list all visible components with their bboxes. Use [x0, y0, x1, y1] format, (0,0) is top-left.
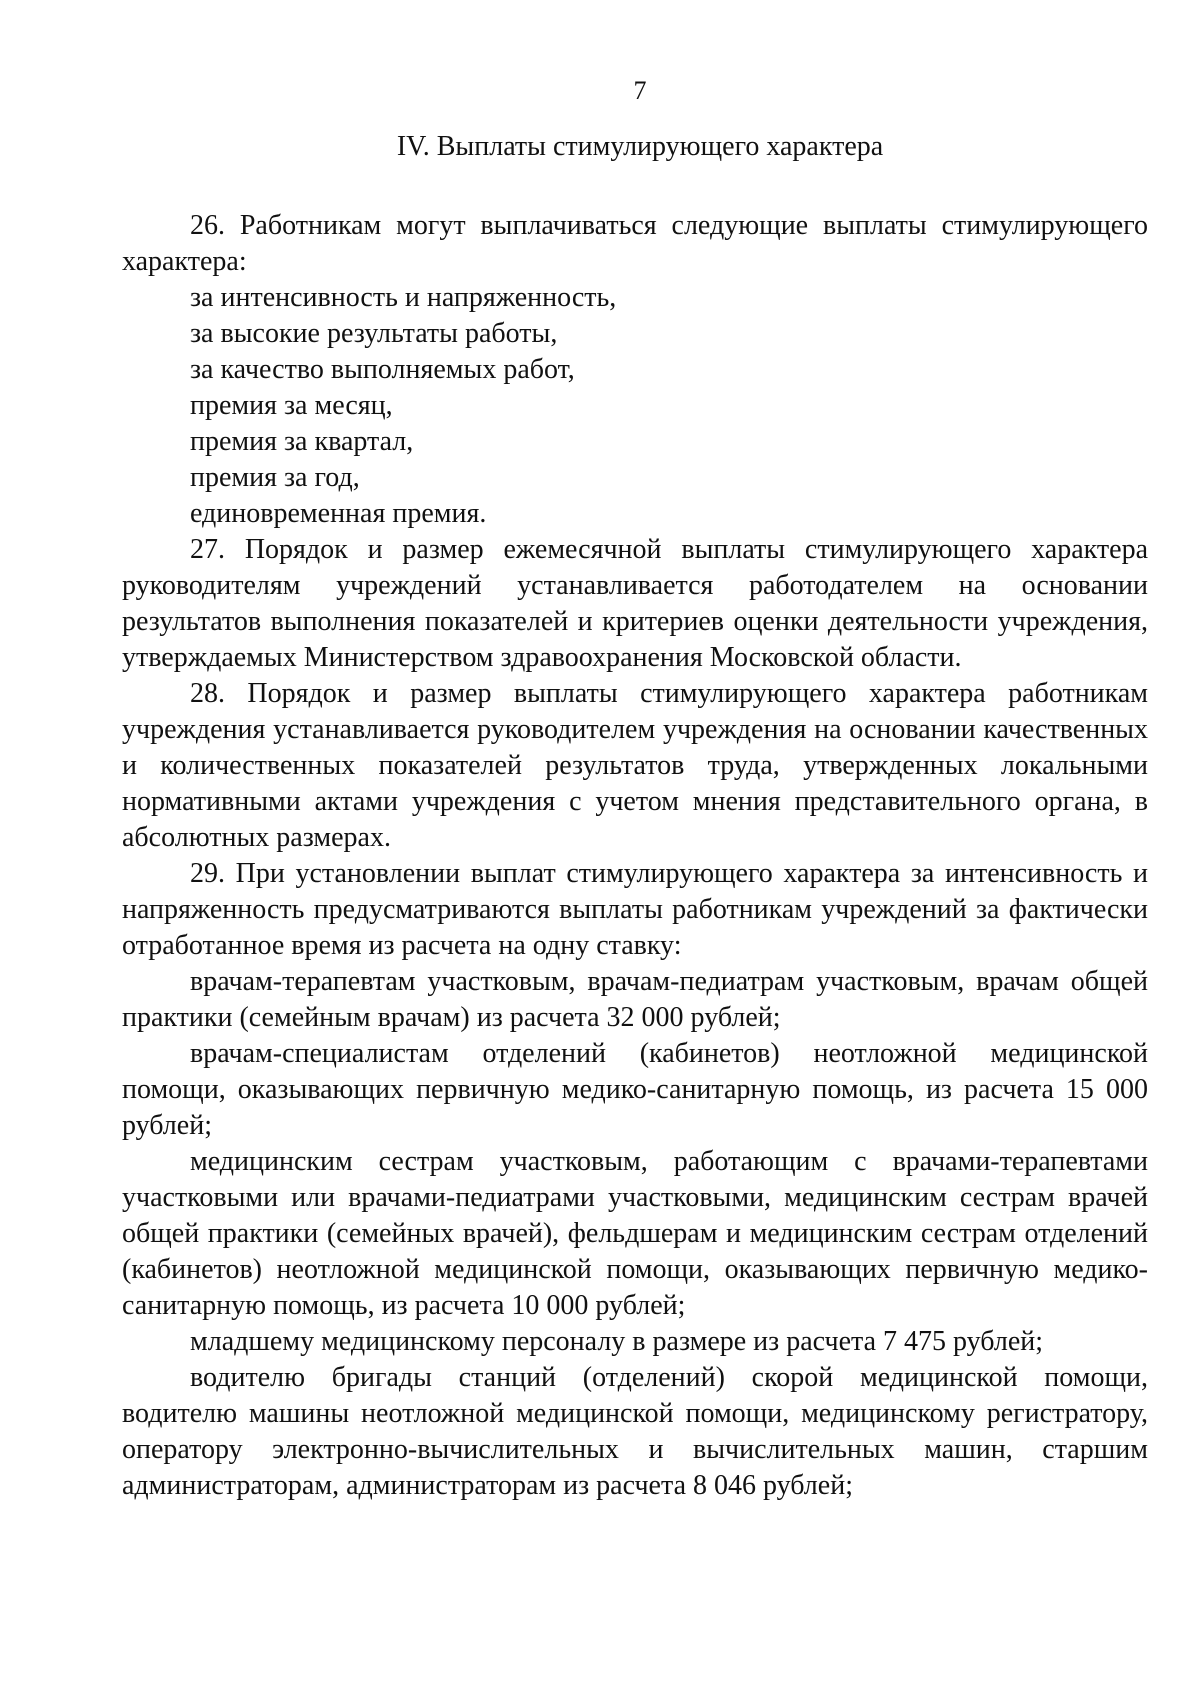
- list-item: врачам-терапевтам участковым, врачам-педиатрам участковым, врачам общей практики (семейным врачам) из расчета 32 000 рублей;: [122, 966, 1148, 1033]
- paragraph-29: 29. При установлении выплат стимулирующего характера за интенсивность и напряженность предусматриваются выплаты работникам учреждений за фактически отработанное время из расчета на одну ставку:: [122, 858, 1148, 961]
- list-item: единовременная премия.: [190, 498, 487, 529]
- list-item: за качество выполняемых работ,: [190, 354, 575, 385]
- list-item: за интенсивность и напряженность,: [190, 282, 617, 313]
- list-item: за высокие результаты работы,: [190, 318, 558, 349]
- list-item: премия за год,: [190, 462, 360, 493]
- list-item: премия за квартал,: [190, 426, 414, 457]
- document-body: [122, 208, 1148, 1504]
- paragraph-28: 28. Порядок и размер выплаты стимулирующего характера работникам учреждения устанавливается руководителем учреждения на основании качественных и количественных показателей результатов труда, утвержденных локальными нормативными актами учреждения с учетом мнения представительного органа, в абсолютных размерах.: [122, 678, 1148, 853]
- page-number: 7: [633, 76, 647, 105]
- paragraph-27: 27. Порядок и размер ежемесячной выплаты стимулирующего характера руководителям учреждений устанавливается работодателем на основании результатов выполнения показателей и критериев оценки деятельности учреждения, утверждаемых Министерством здравоохранения Московской области.: [122, 534, 1148, 673]
- list-item: водителю бригады станций (отделений) скорой медицинской помощи, водителю машины неотложной медицинской помощи, медицинскому регистратору, оператору электронно-вычислительных и вычислительных машин, старшим администраторам, администраторам из расчета 8 046 рублей;: [122, 1362, 1148, 1501]
- section-title: IV. Выплаты стимулирующего характера: [396, 131, 884, 162]
- list-item: врачам-специалистам отделений (кабинетов) неотложной медицинской помощи, оказывающих первичную медико-санитарную помощь, из расчета 15 000 рублей;: [122, 1038, 1148, 1141]
- list-item: медицинским сестрам участковым, работающим с врачами-терапевтами участковыми или врачами-педиатрами участковыми, медицинским сестрам врачей общей практики (семейных врачей), фельдшерам и медицинским сестрам отделений (кабинетов) неотложной медицинской помощи, оказывающих первичную медико-санитарную помощь, из расчета 10 000 рублей;: [122, 1146, 1148, 1321]
- list-item: премия за месяц,: [190, 390, 393, 421]
- list-item: младшему медицинскому персоналу в размере из расчета 7 475 рублей;: [190, 1326, 1044, 1357]
- paragraph-26: 26. Работникам могут выплачиваться следующие выплаты стимулирующего характера:: [122, 210, 1148, 277]
